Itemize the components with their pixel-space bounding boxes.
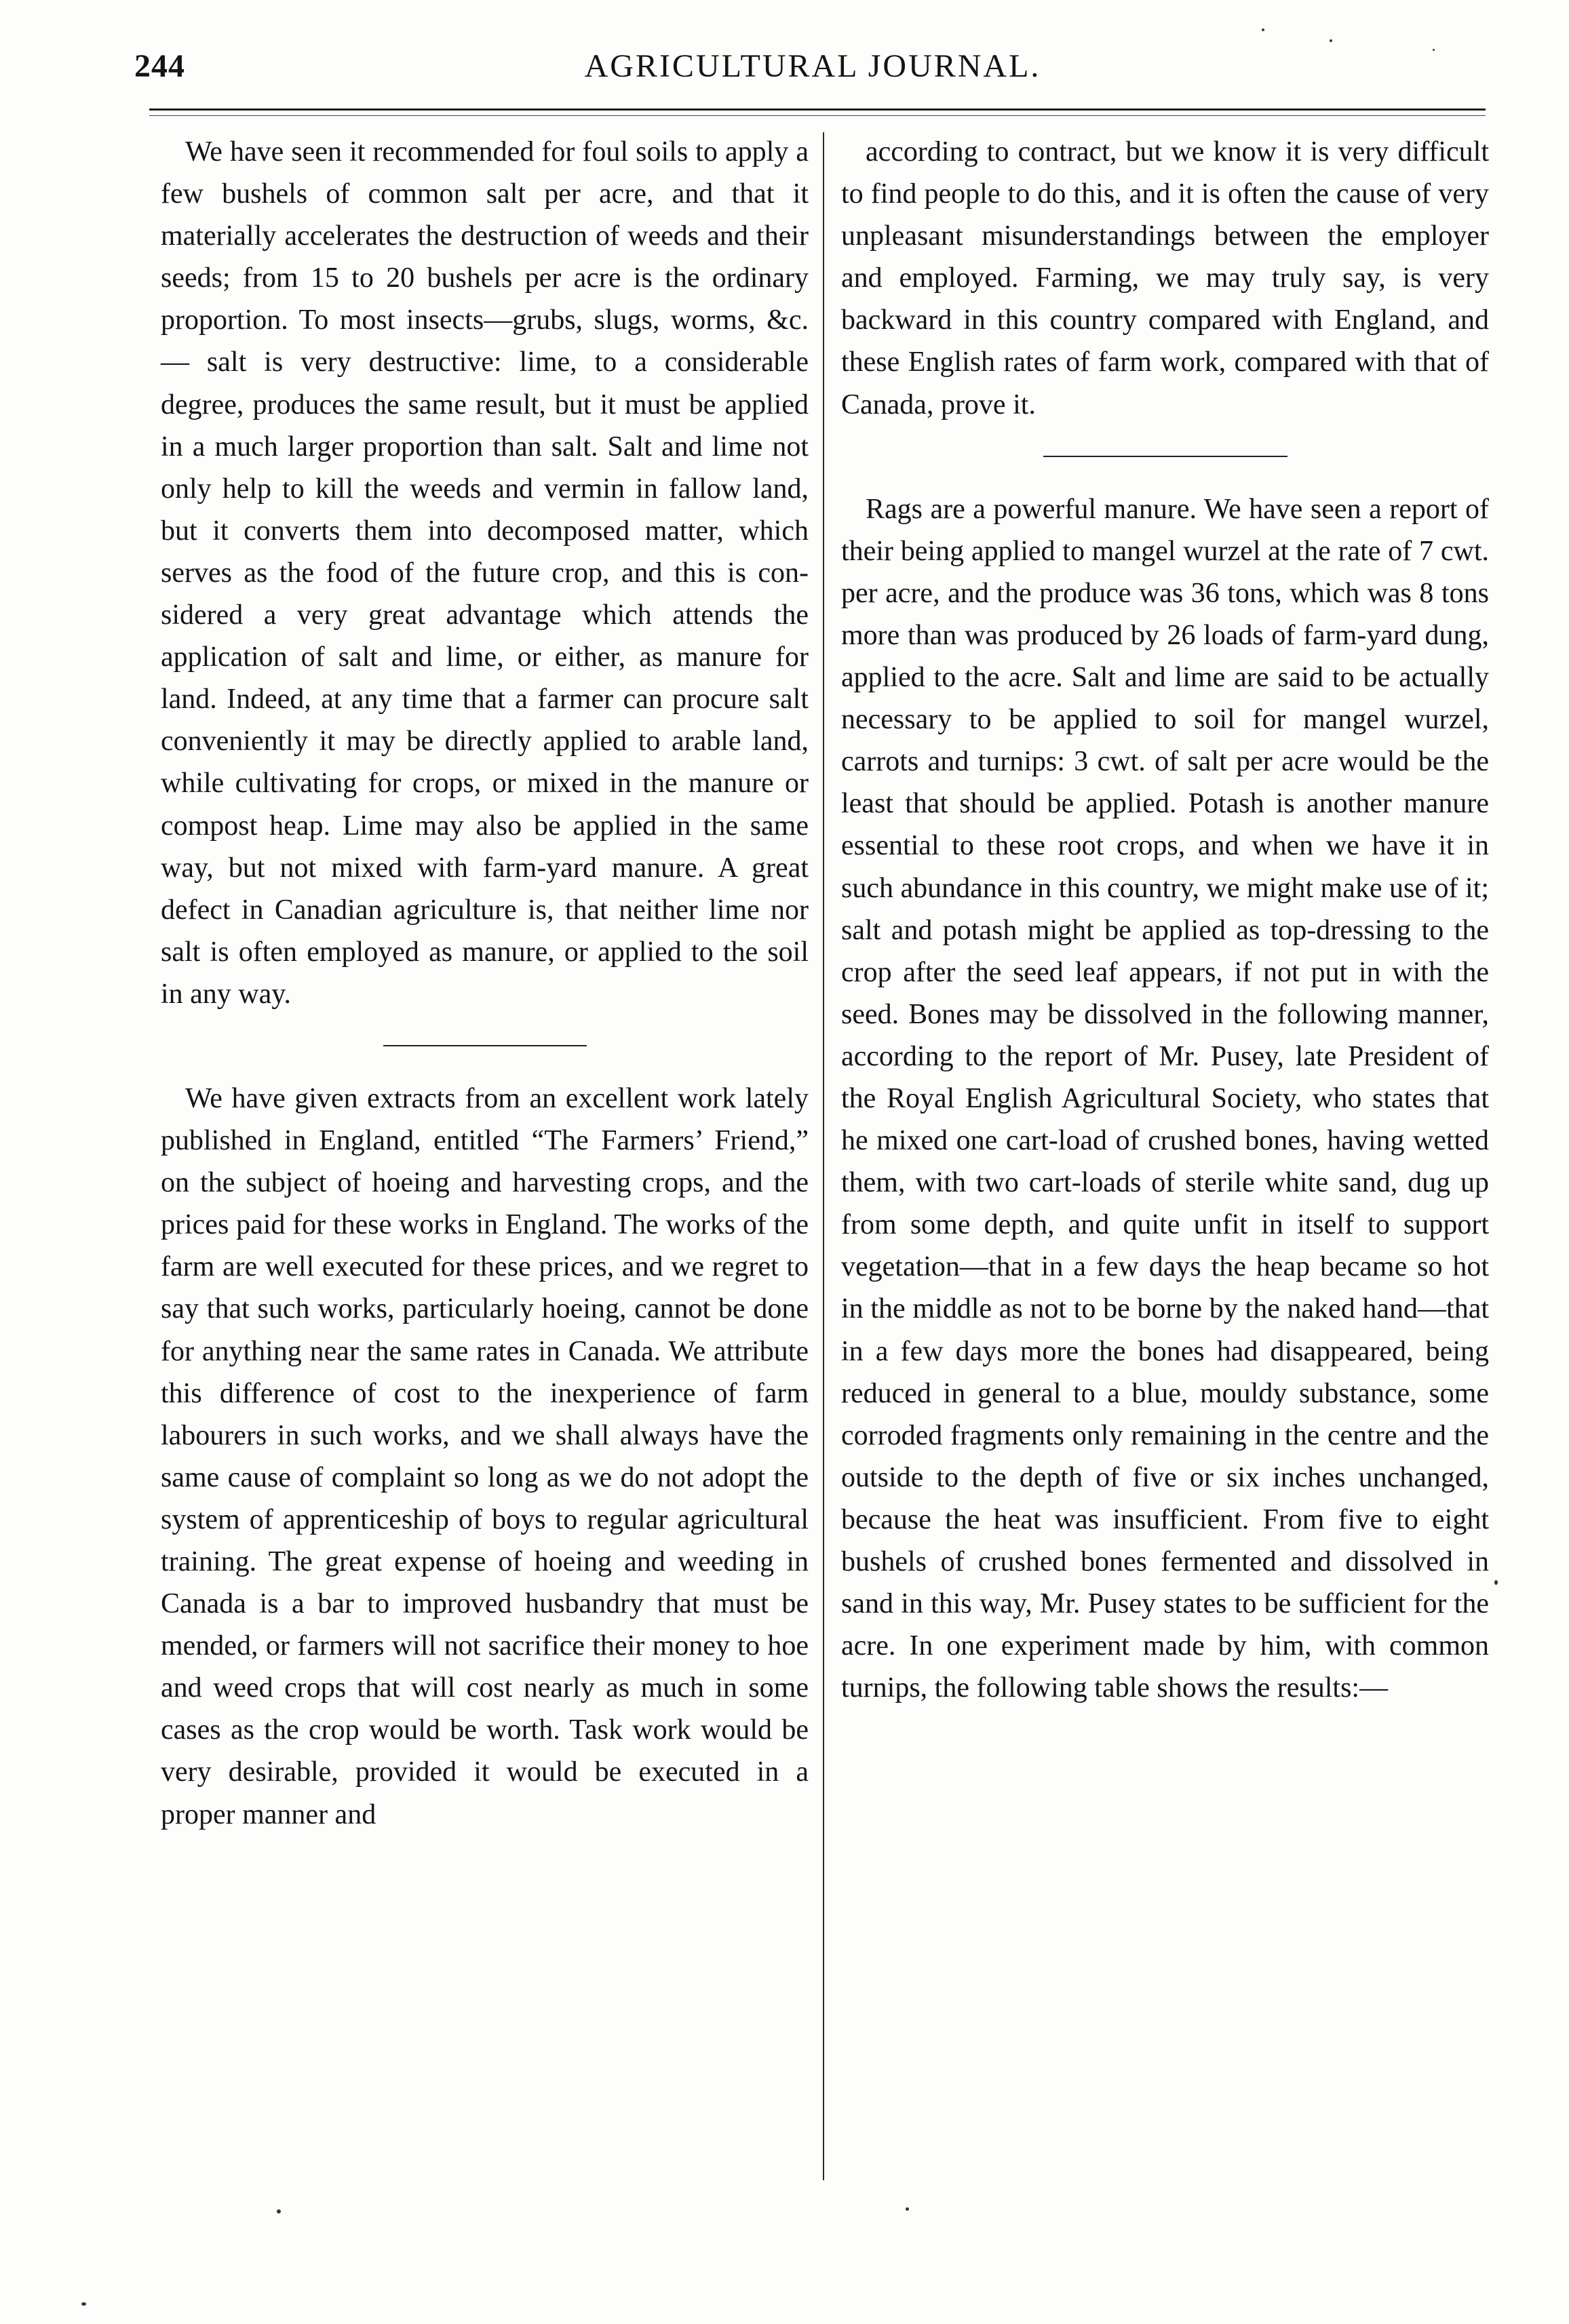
column-divider	[823, 132, 824, 2180]
print-speck	[277, 2209, 281, 2213]
print-speck	[81, 2302, 86, 2306]
paragraph-rags-and-bones: Rags are a powerful manure. We have seen a report of their being applied to mangel wurzel at the rate of 7 cwt. per acre, and the produce was 36 tons, which was 8 tons more than was produced by 26 loads of farm-yard dung, applied to the acre. Salt and lime are said to be actually necessary to be applied to soil for mangel wurzel, carrots and turnips: 3 cwt. of salt per acre would be the least that should be applied. Potash is another manure essential to these root crops, and when we have it in such abundance in this country, we might make use of it; salt and potash might be applied as top-dressing to the crop after the seed leaf appears, if not put in with the seed. Bones may be dissolved in the following manner, according to the report of Mr. Pusey, late President of the Royal English Agricultural Society, who states that he mixed one cart-load of crushed bones, having wetted them, with two cart-loads of sterile white sand, dug up from some depth, and quite unfit in itself to support vegetation—that in a few days the heap became so hot in the middle as not to be borne by the naked hand—that in a few days more the bones had disappeared, being reduced in general to a blue, mouldy substance, some corroded fragments only remaining in the centre and the outside to the depth of five or six inches unchanged, because the heat was insufficient. From five to eight bushels of crushed bones fermented and dissolved in sand in this way, Mr. Pusey states to be sufficient for the acre. In one experiment made by him, with common turnips, the following table shows the results:—	[841, 493, 1489, 1704]
print-speck	[1433, 49, 1435, 51]
print-speck	[1330, 39, 1332, 42]
page-header	[134, 42, 1481, 103]
section-divider	[383, 1045, 587, 1046]
header-rule	[149, 109, 1486, 111]
left-column	[161, 131, 809, 1836]
print-speck	[1494, 1580, 1498, 1585]
paragraph-task-work-continued: according to contract, but we know it is very difficult to find people to do this, and it is often the cause of very unpleasant misunderstandings between the employer and employed. Farming, we may truly say, is very backward in this country compared with England, and these English rates of farm work, compared with that of Canada, prove it.	[841, 136, 1489, 420]
right-column	[841, 131, 1489, 1709]
running-title: AGRICULTURAL JOURNAL.	[584, 48, 1041, 84]
section-divider	[1043, 456, 1287, 457]
print-speck	[906, 2207, 909, 2211]
print-speck	[1262, 28, 1264, 31]
header-rule-thin	[149, 115, 1486, 116]
page-number: 244	[134, 48, 185, 84]
paragraph-farmers-friend: We have given extracts from an excellent work lately published in England, entitled “The Farmers’ Friend,” on the subject of hoeing and harvesting crops, and the prices paid for these works in England. The works of the farm are well executed for these prices, and we regret to say that such works, particularly hoeing, cannot be done for anything near the same rates in Canada. We attribute this difference of cost to the inexperience of farm labourers in such works, and we shall always have the same cause of complaint so long as we do not adopt the system of apprenticeship of boys to regular agricultural training. The great expense of hoeing and weeding in Canada is a bar to improved husbandry that must be mended, or farmers will not sacrifice their money to hoe and weed crops that will cost nearly as much in some cases as the crop would be worth. Task work would be very desirable, provided it would be executed in a proper manner and	[161, 1082, 809, 1830]
paragraph-salt-and-lime: We have seen it recommended for foul soils to apply a few bushels of common salt per acre, and that it materially accelerates the destruction of weeds and their seeds; from 15 to 20 bushels per acre is the ordinary proportion. To most insects—grubs, slugs, worms, &c.— salt is very destructive: lime, to a considerable degree, produces the same result, but it must be applied in a much larger proportion than salt. Salt and lime not only help to kill the weeds and vermin in fallow land, but it converts them into decomposed matter, which serves as the food of the future crop, and this is considered a very great advantage which attends the application of salt and lime, or either, as manure for land. Indeed, at any time that a farmer can procure salt conveniently it may be directly applied to arable land, while cultivating for crops, or mixed in the manure or compost heap. Lime may also be applied in the same way, but not mixed with farm-yard manure. A great defect in Canadian agriculture is, that neither lime nor salt is often employed as manure, or applied to the soil in any way.	[161, 136, 809, 1010]
